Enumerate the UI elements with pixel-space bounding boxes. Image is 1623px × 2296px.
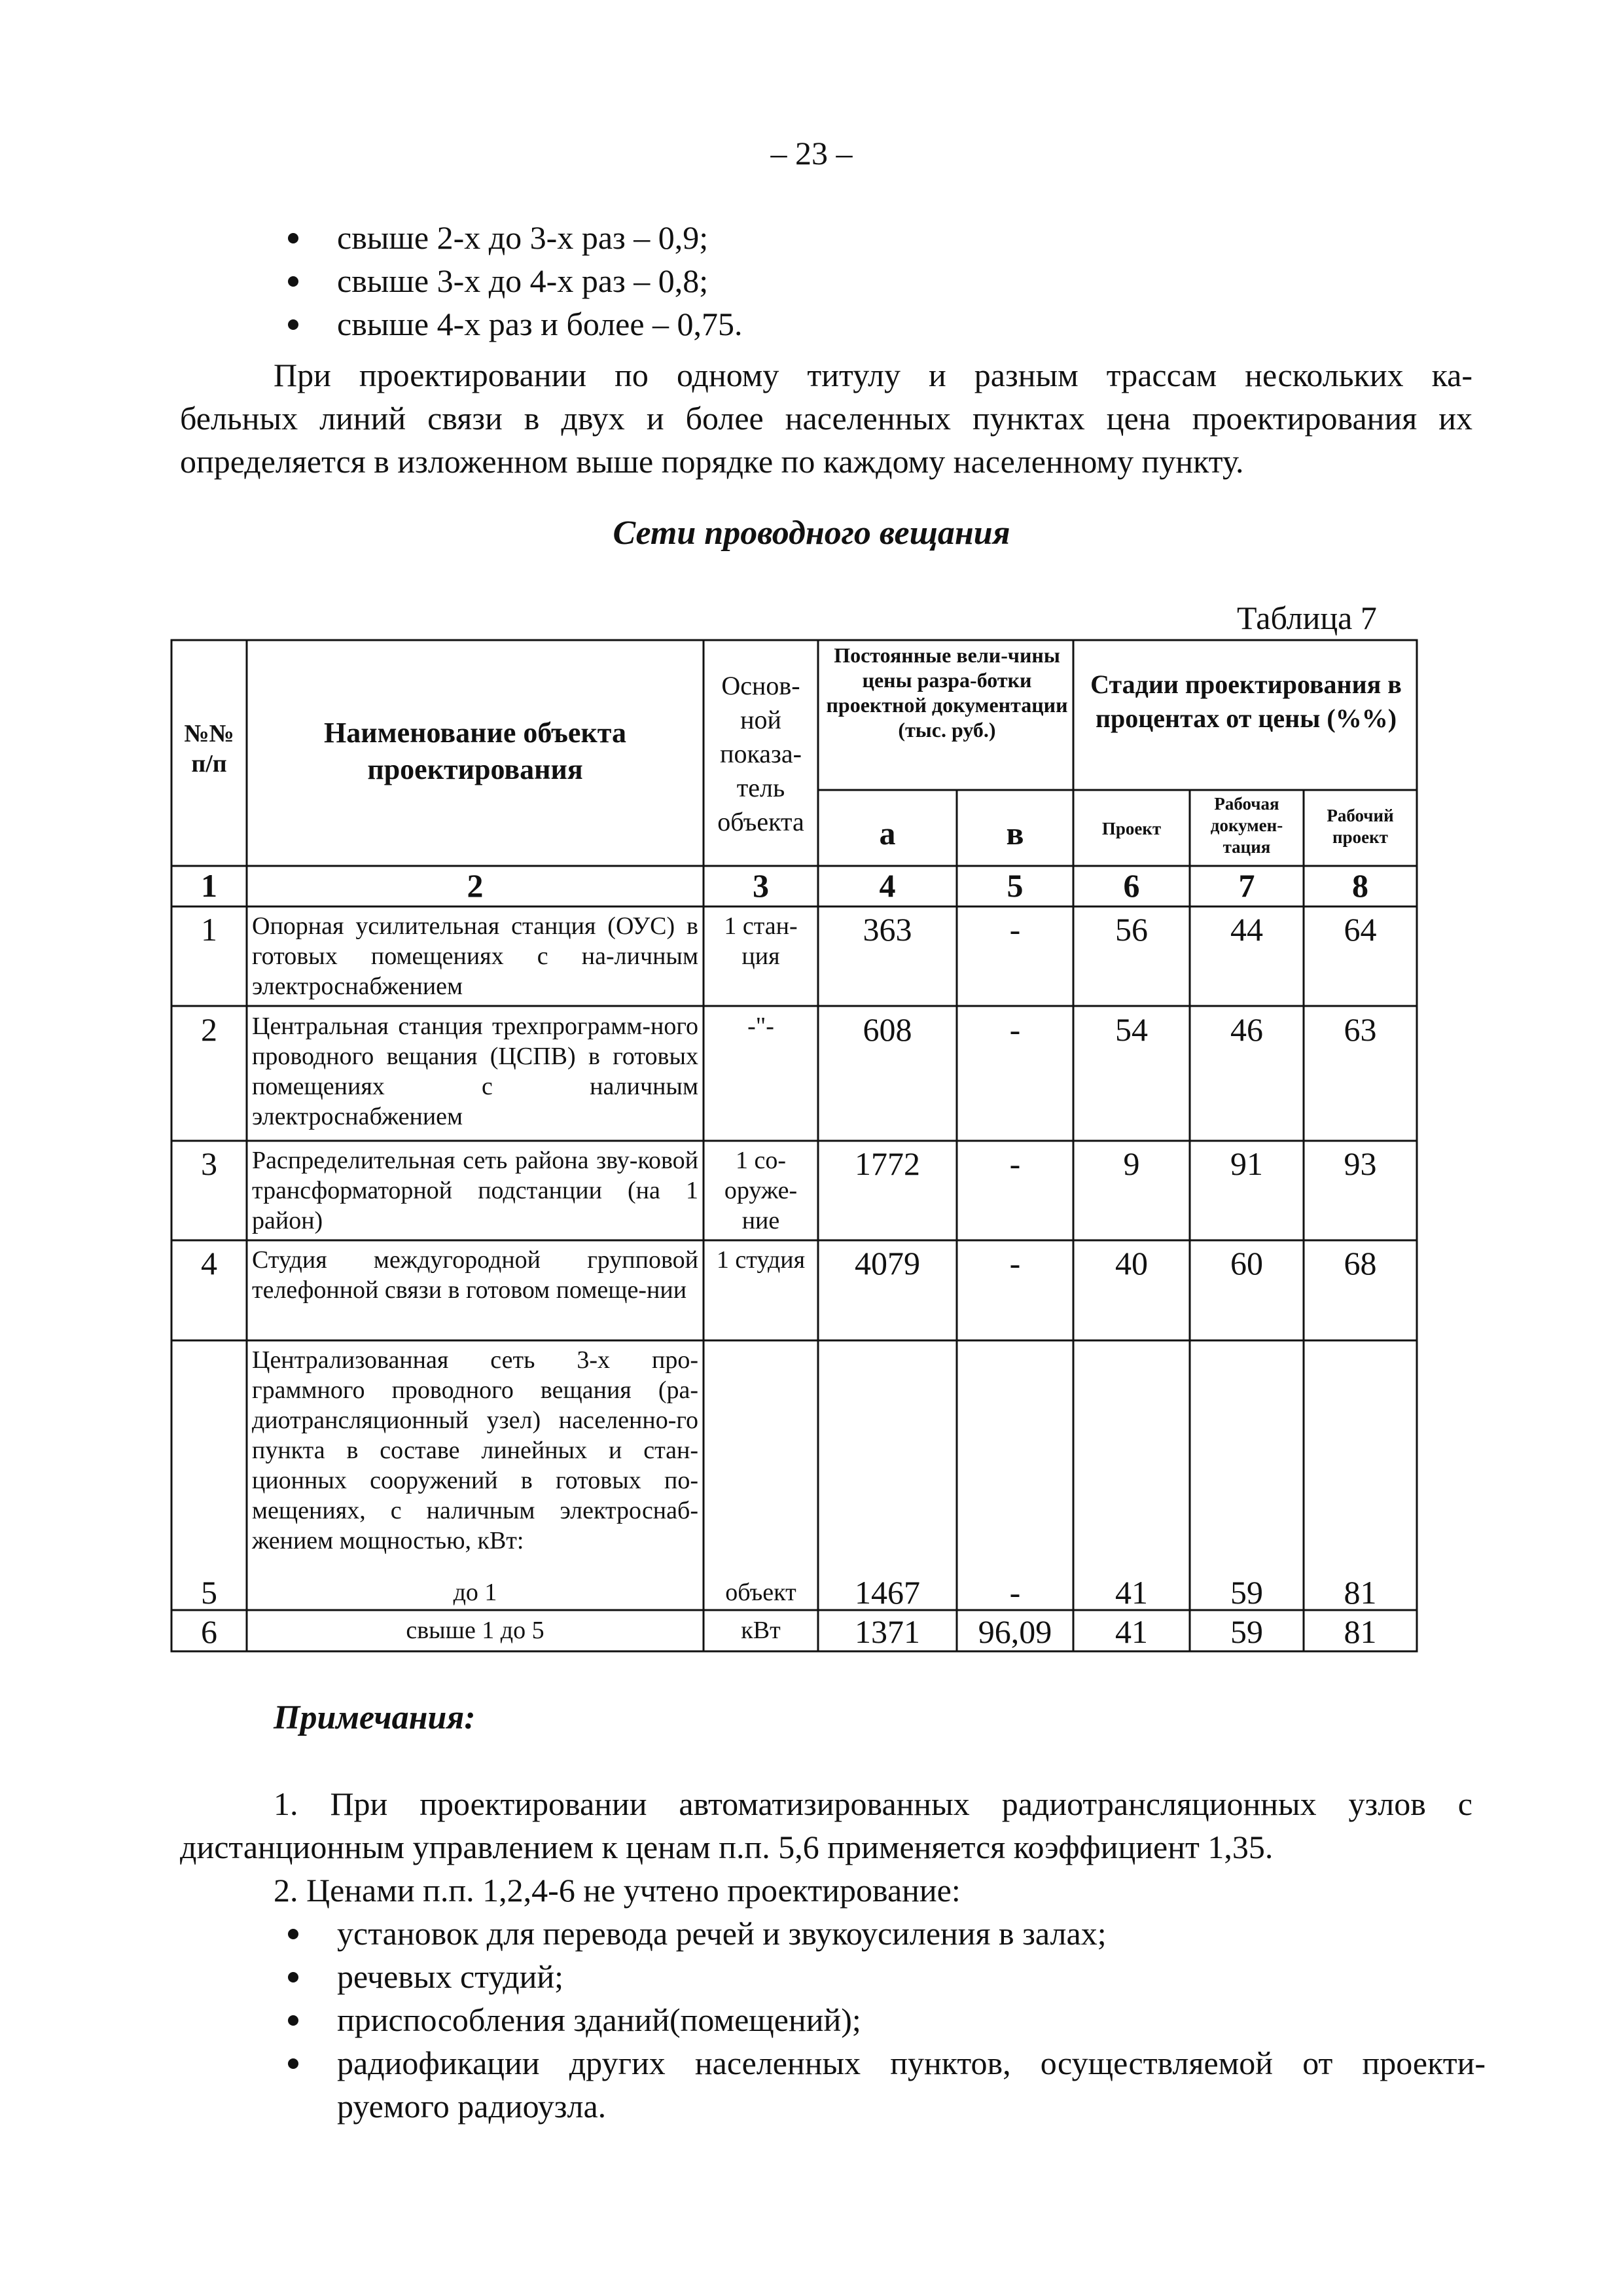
- row-name: свыше 1 до 5: [406, 1617, 544, 1644]
- row-a: 4079: [855, 1245, 920, 1282]
- row-work-docs: 91: [1230, 1145, 1263, 1182]
- row-work-docs: 60: [1230, 1245, 1263, 1282]
- col-number: 3: [753, 867, 769, 904]
- row-b: -: [1009, 1245, 1021, 1282]
- header-constants: Постоянные вели-чины цены разра-ботки проектной документации (тыс. руб.): [826, 643, 1068, 742]
- header-indicator: Основ-ной показа-тель объекта: [717, 671, 804, 836]
- row-name: Центральная станция трехпрограмм-ного проводного вещания (ЦСПВ) в готовых помещениях с наличным электроснабжением: [252, 1013, 698, 1130]
- row-work-docs: 46: [1230, 1011, 1263, 1048]
- list-item: свыше 3-х до 4-х раз – 0,8;: [281, 259, 1525, 302]
- bullet-icon: [288, 2015, 298, 2026]
- row-name: Опорная усилительная станция (ОУС) в готовых помещениях с на-личным электроснабжением: [252, 912, 698, 1000]
- row-project: 40: [1115, 1245, 1148, 1282]
- row-number: 2: [201, 1011, 217, 1048]
- col-number: 6: [1123, 867, 1140, 904]
- row-a: 363: [863, 911, 912, 948]
- row-indicator: 1 студия: [716, 1246, 806, 1274]
- row-project: 41: [1115, 1613, 1148, 1650]
- note-2: 2. Ценами п.п. 1,2,4-6 не учтено проектирование:: [274, 1872, 961, 1909]
- section-title: Сети проводного вещания: [613, 514, 1010, 552]
- group-description: Централизованная сеть 3-х про-граммного проводного вещания (ра-диотрансляционный узел) населенно-го пункта в составе линейных и стан-ционных сооружений в готовых по-мещениях, с наличным электроснаб-жением мощностью, кВт:: [252, 1346, 698, 1554]
- row-a: 1772: [855, 1145, 920, 1182]
- page-number: – 23 –: [770, 135, 853, 171]
- row-number: 5: [201, 1574, 217, 1611]
- row-work-docs: 59: [1230, 1613, 1263, 1650]
- row-a: 1371: [855, 1613, 920, 1650]
- list-item: установок для перевода речей и звукоусиления в залах;: [281, 1912, 1486, 1955]
- list-item: приспособления зданий(помещений);: [281, 1998, 1486, 2041]
- row-indicator: -"-: [747, 1013, 774, 1040]
- row-b: -: [1009, 1574, 1021, 1611]
- row-work-project: 68: [1344, 1245, 1377, 1282]
- note-1: 1. При проектировании автоматизированных радиотрансляционных узлов с дистанционным управлением к ценам п.п. 5,6 применяется коэффициент 1,35.: [180, 1785, 1472, 1865]
- row-b: -: [1009, 911, 1021, 948]
- col-number: 4: [879, 867, 896, 904]
- row-work-project: 63: [1344, 1011, 1377, 1048]
- bullet-icon: [288, 1929, 298, 1939]
- row-work-project: 81: [1344, 1613, 1377, 1650]
- row-b: -: [1009, 1011, 1021, 1048]
- list-item: речевых студий;: [281, 1955, 1486, 1998]
- row-b: 96,09: [978, 1613, 1052, 1650]
- row-project: 9: [1123, 1145, 1140, 1182]
- row-a: 608: [863, 1011, 912, 1048]
- bullet-icon: [288, 1972, 298, 1982]
- row-project: 41: [1115, 1574, 1148, 1611]
- header-name: Наименование объекта проектирования: [324, 717, 626, 785]
- row-project: 54: [1115, 1011, 1148, 1048]
- row-work-project: 64: [1344, 911, 1377, 948]
- row-name: Студия междугородной групповой телефонной связи в готовом помеще-нии: [252, 1246, 698, 1304]
- header-project: Проект: [1101, 819, 1162, 838]
- col-number: 8: [1352, 867, 1368, 904]
- row-work-docs: 59: [1230, 1574, 1263, 1611]
- header-stages: Стадии проектирования в процентах от цены (%%): [1090, 670, 1402, 733]
- row-indicator: объект: [725, 1579, 796, 1606]
- list-item: радиофикации других населенных пунктов, осуществляемой от проекти- руемого радиоузла.: [281, 2041, 1486, 2128]
- table-label: Таблица 7: [1237, 600, 1377, 636]
- row-name: Распределительная сеть района зву-ковой трансформаторной подстанции (на 1 район): [252, 1147, 698, 1234]
- row-b: -: [1009, 1145, 1021, 1182]
- row-number: 3: [201, 1145, 217, 1182]
- row-work-project: 93: [1344, 1145, 1377, 1182]
- row-a: 1467: [855, 1574, 920, 1611]
- list-item: свыше 4-х раз и более – 0,75.: [281, 302, 1525, 346]
- row-indicator: 1 со-оруже-ние: [724, 1147, 798, 1234]
- intro-paragraph: При проектировании по одному титулу и разным трассам нескольких ка- бельных линий связи в двух и более населенных пунктах цена проектирования их определяется в изложенном выше порядке по каждому населенному пункту.: [180, 357, 1472, 480]
- row-number: 1: [201, 911, 217, 948]
- row-name: до 1: [453, 1579, 497, 1606]
- row-indicator: 1 стан-ция: [724, 912, 798, 970]
- bullet-icon: [288, 2058, 298, 2069]
- list-item: свыше 2-х до 3-х раз – 0,9;: [281, 216, 1525, 259]
- notes-bullet-list: [281, 1912, 1486, 2128]
- col-number: 5: [1007, 867, 1024, 904]
- header-b: в: [1006, 815, 1024, 852]
- col-number: 2: [467, 867, 484, 904]
- row-indicator: кВт: [741, 1617, 781, 1644]
- row-number: 6: [201, 1613, 217, 1650]
- header-a: а: [879, 815, 896, 852]
- row-project: 56: [1115, 911, 1148, 948]
- row-work-docs: 44: [1230, 911, 1263, 948]
- col-number: 7: [1238, 867, 1255, 904]
- row-number: 4: [201, 1245, 217, 1282]
- header-num: №№ п/п: [184, 720, 234, 778]
- header-work-docs: Рабочая докумен-тация: [1210, 794, 1283, 857]
- notes-title: Примечания:: [274, 1699, 476, 1736]
- col-number: 1: [201, 867, 217, 904]
- row-work-project: 81: [1344, 1574, 1377, 1611]
- header-work-project: Рабочий проект: [1327, 806, 1394, 847]
